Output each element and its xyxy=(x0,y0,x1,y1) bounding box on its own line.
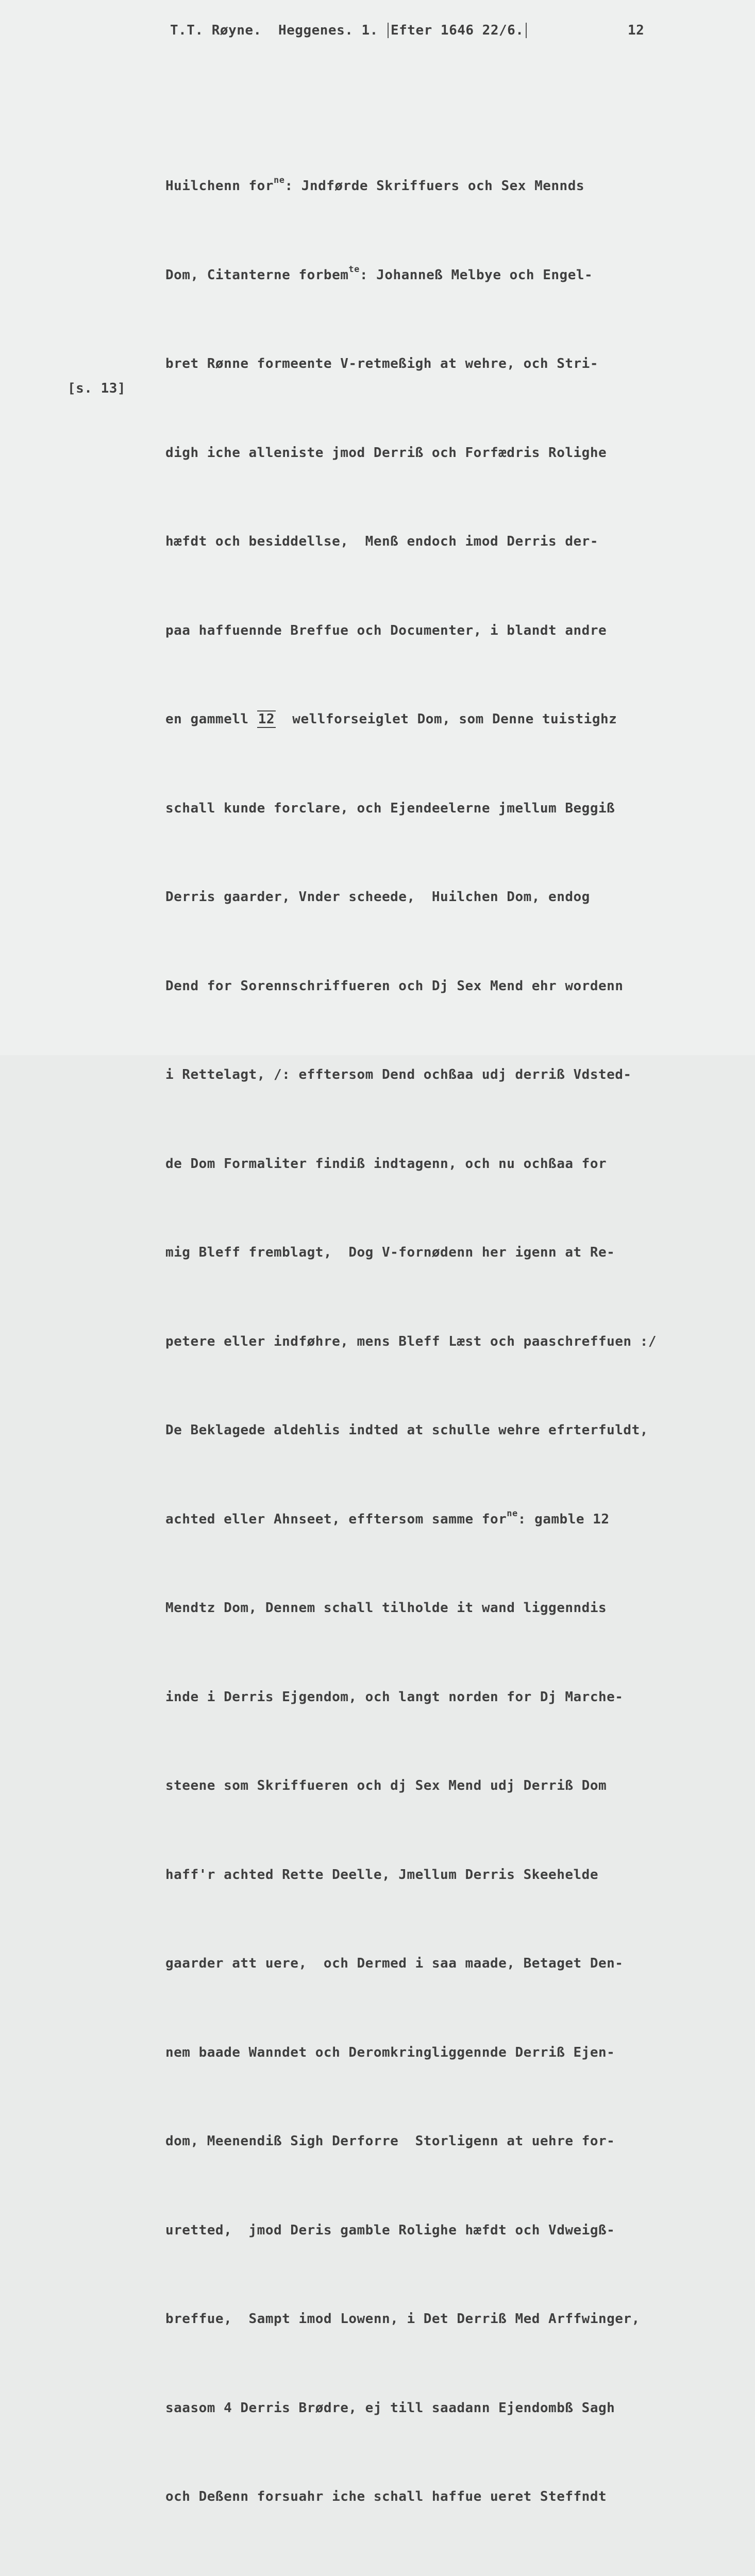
text-line: dom, Meenendiß Sigh Derforre Storligenn at uehre for- xyxy=(165,2127,657,2157)
text-line: och Deßenn forsuahr iche schall haffue ueret Steffndt xyxy=(165,2482,657,2512)
text-line: paa haffuennde Breffue och Documenter, i blandt andre xyxy=(165,616,657,646)
text-line: i Rettelagt, /: efftersom Dend ochßaa udj derriß Vdsted- xyxy=(165,1060,657,1090)
text-line xyxy=(165,705,657,735)
text-segment: wellforseiglet Dom, som Denne tuistighz xyxy=(276,711,617,727)
text-line: Derris gaarder, Vnder scheede, Huilchen Dom, endog xyxy=(165,883,657,912)
text-line xyxy=(165,172,657,201)
text-segment: : Johanneß Melbye och Engel- xyxy=(360,267,593,283)
text-line: De Beklagede aldehlis indted at schulle wehre efrterfuldt, xyxy=(165,1416,657,1446)
text-line: breffue, Sampt imod Lowenn, i Det Derriß Med Arffwinger, xyxy=(165,2304,657,2334)
transcription-body xyxy=(165,112,657,2576)
text-segment: achted eller Ahnseet, efftersom samme for xyxy=(165,1512,507,1527)
text-line: haff'r achted Rette Deelle, Jmellum Derris Skeehelde xyxy=(165,1860,657,1890)
text-line xyxy=(165,2571,657,2576)
document-page xyxy=(0,0,755,1055)
page-number: 12 xyxy=(628,23,644,38)
text-line: inde i Derris Ejgendom, och langt norden for Dj Marche- xyxy=(165,1683,657,1713)
superscript: ne xyxy=(507,1509,517,1519)
text-line xyxy=(165,1505,657,1535)
text-segment: Huilchenn for xyxy=(165,178,274,194)
header-place: Heggenes. 1. xyxy=(278,23,378,38)
text-line: uretted, jmod Deris gamble Rolighe hæfdt och Vdweigß- xyxy=(165,2216,657,2246)
superscript: te xyxy=(348,264,359,275)
text-line: saasom 4 Derris Brødre, ej till saadann Ejendombß Sagh xyxy=(165,2394,657,2424)
text-line: gaarder att uere, och Dermed i saa maade, Betaget Den- xyxy=(165,1949,657,1979)
text-line: steene som Skriffueren och dj Sex Mend udj Derriß Dom xyxy=(165,1771,657,1801)
superscript: ne xyxy=(274,175,284,185)
bracket-note-text: Efter 1646 22/6. xyxy=(391,23,524,38)
text-line: digh iche alleniste jmod Derriß och Forfædris Rolighe xyxy=(165,438,657,468)
text-segment: : gamble 12 xyxy=(518,1512,610,1527)
text-line xyxy=(165,261,657,291)
text-line: nem baade Wanndet och Deromkringliggennde Derriß Ejen- xyxy=(165,2038,657,2068)
text-segment: en gammell xyxy=(165,711,257,727)
page-header xyxy=(170,23,528,38)
boxed-number: 12 xyxy=(257,710,276,728)
text-line: Dend for Sorennschriffueren och Dj Sex Mend ehr wordenn xyxy=(165,972,657,1002)
text-line: schall kunde forclare, och Ejendeelerne jmellum Beggiß xyxy=(165,794,657,824)
text-segment: : Jndførde Skriffuers och Sex Mennds xyxy=(284,178,584,194)
text-line: Mendtz Dom, Dennem schall tilholde it wand liggenndis xyxy=(165,1594,657,1623)
text-line: bret Rønne formeente V-retmeßigh at wehre, och Stri- xyxy=(165,349,657,379)
text-line: de Dom Formaliter findiß indtagenn, och nu ochßaa for xyxy=(165,1149,657,1179)
text-line: petere eller indføhre, mens Bleff Læst och paaschreffuen :/ xyxy=(165,1327,657,1357)
header-author: T.T. Røyne. xyxy=(170,23,262,38)
text-line: hæfdt och besiddellse, Menß endoch imod Derris der- xyxy=(165,527,657,557)
text-line: mig Bleff fremblagt, Dog V-fornødenn her igenn at Re- xyxy=(165,1238,657,1268)
margin-note: [s. 13] xyxy=(68,381,126,396)
text-segment: Dom, Citanterne forbem xyxy=(165,267,348,283)
header-bracket-note xyxy=(388,23,527,38)
